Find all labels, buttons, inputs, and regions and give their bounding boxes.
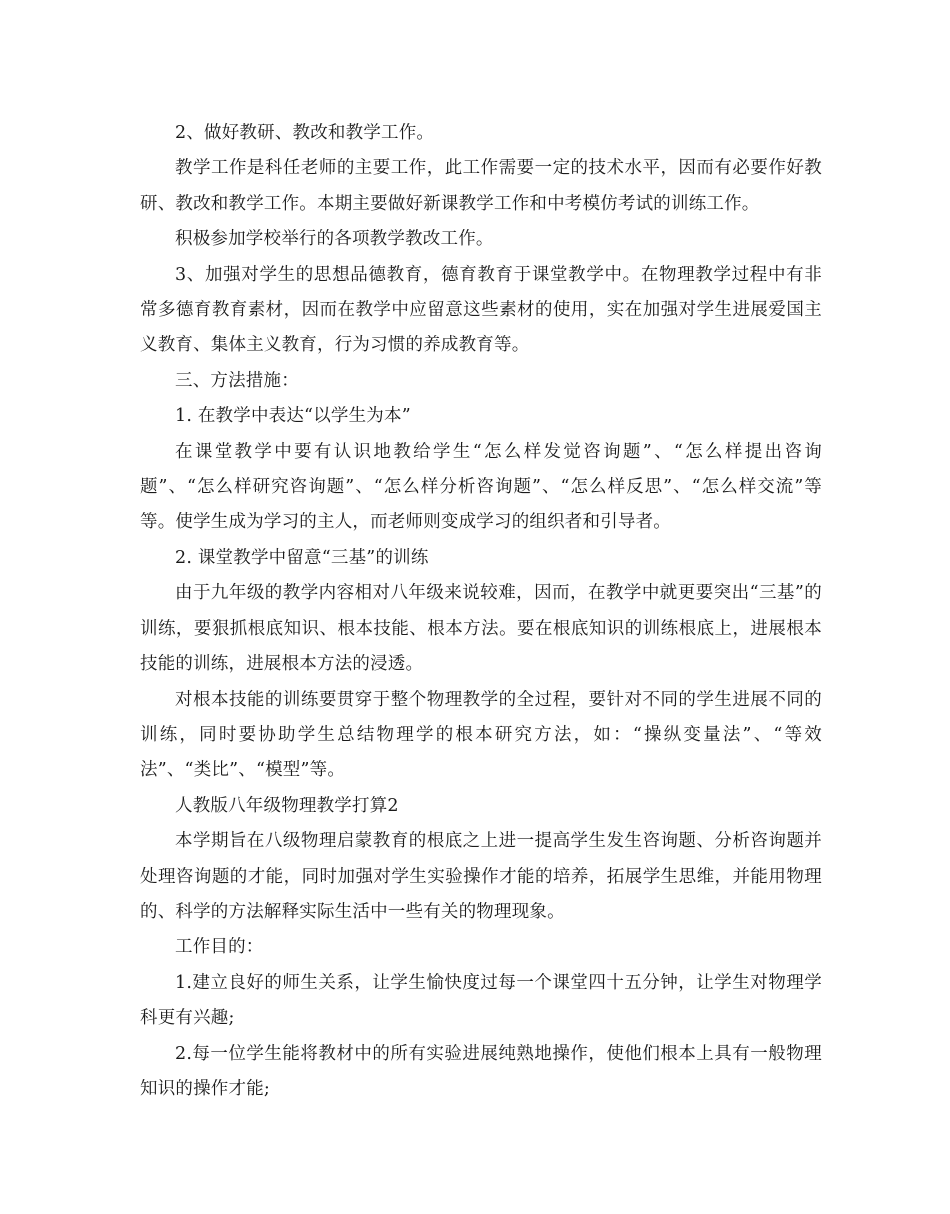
paragraph-goal-1: 1.建立良好的师生关系，让学生愉快度过每一个课堂四十五分钟，让学生对物理学科更有兴趣;: [140, 972, 822, 1029]
paragraph-participate: 积极参加学校举行的各项教学教改工作。: [175, 229, 494, 250]
paragraph-methods-heading: 三、方法措施：: [175, 370, 299, 391]
paragraph-method-2-heading: 2. 课堂教学中留意“三基”的训练: [175, 547, 429, 568]
paragraph-method-2-body: 由于九年级的教学内容相对八年级来说较难，因而，在教学中就更要突出“三基”的训练，要狠抓根底知识、根本技能、根本方法。要在根底知识的训练根底上，进展根本技能的训练，进展根本方法的浸透。: [140, 583, 822, 675]
paragraph-goal-2: 2.每一位学生能将教材中的所有实验进展纯熟地操作，使他们根本上具有一般物理知识的操作才能;: [140, 1043, 822, 1099]
paragraph-section-2-heading: 2、做好教研、教改和教学工作。: [175, 123, 435, 143]
paragraph-section-3-moral: 3、加强对学生的思想品德教育，德育教育于课堂教学中。在物理教学过程中有非常多德育教育素材，因而在教学中应留意这些素材的使用，实在加强对学生进展爱国主义教育、集体主义教育，行为习惯的养成教育等。: [140, 264, 822, 356]
paragraph-plan-2-title: 人教版八年级物理教学打算2: [175, 795, 399, 816]
document-page: [140, 116, 822, 1107]
paragraph-goals-heading: 工作目的：: [175, 937, 264, 958]
paragraph-teaching-work: 教学工作是科任老师的主要工作，此工作需要一定的技术水平，因而有必要作好教研、教改和教学工作。本期主要做好新课教学工作和中考模仿考试的训练工作。: [140, 158, 822, 214]
paragraph-skills-training: 对根本技能的训练要贯穿于整个物理教学的全过程，要针对不同的学生进展不同的训练，同时要协助学生总结物理学的根本研究方法，如：“操纵变量法”、“等效法”、“类比”、“模型”等。: [140, 689, 822, 781]
paragraph-method-1-body: 在课堂教学中要有认识地教给学生“怎么样发觉咨询题”、“怎么样提出咨询题”、“怎么样研究咨询题”、“怎么样分析咨询题”、“怎么样反思”、“怎么样交流”等等。使学生成为学习的主人，而老师则变成学习的组织者和引导者。: [140, 441, 822, 533]
paragraph-semester-aim: 本学期旨在八级物理启蒙教育的根底之上进一提高学生发生咨询题、分析咨询题并处理咨询题的才能，同时加强对学生实验操作才能的培养，拓展学生思维，并能用物理的、科学的方法解释实际生活中一些有关的物理现象。: [140, 831, 822, 922]
paragraph-method-1-heading: 1. 在教学中表达“以学生为本”: [175, 406, 411, 427]
